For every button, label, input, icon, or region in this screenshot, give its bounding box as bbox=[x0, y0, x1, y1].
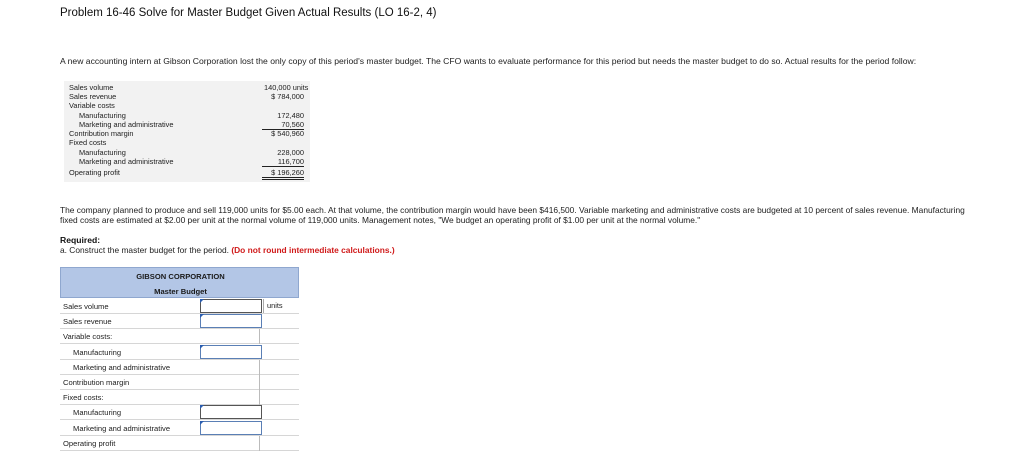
required-label: Required: bbox=[60, 235, 101, 245]
budget-row-label: Manufacturing bbox=[73, 408, 122, 418]
actual-row-value: 228,000 bbox=[277, 148, 304, 157]
budget-input[interactable] bbox=[200, 421, 262, 435]
actual-row-value: $ 540,960 bbox=[271, 129, 304, 138]
budget-row bbox=[60, 329, 299, 344]
budget-row-label: Operating profit bbox=[63, 438, 116, 448]
budget-row-label: Variable costs: bbox=[63, 332, 113, 342]
input-marker-icon bbox=[200, 314, 204, 318]
budget-row-label: Marketing and administrative bbox=[73, 423, 171, 433]
budget-row bbox=[60, 436, 299, 451]
actual-row-label: Variable costs bbox=[69, 101, 115, 110]
budget-row bbox=[60, 345, 299, 360]
column-divider bbox=[259, 329, 260, 344]
actual-row-label: Marketing and administrative bbox=[79, 157, 174, 166]
actual-results-table bbox=[64, 81, 310, 182]
unit-label: units bbox=[263, 299, 299, 313]
budget-row-label: Sales revenue bbox=[63, 317, 112, 327]
budget-row-label: Contribution margin bbox=[63, 378, 130, 387]
budget-row bbox=[60, 314, 299, 329]
part-a-text: a. Construct the master budget for the period. bbox=[60, 245, 229, 255]
budget-input[interactable] bbox=[200, 299, 262, 313]
actual-row-value: $ 784,000 bbox=[271, 92, 304, 101]
budget-heading: Master Budget bbox=[154, 287, 207, 296]
budget-row-label: Marketing and administrative bbox=[73, 362, 171, 372]
column-divider bbox=[259, 360, 260, 375]
actual-row-label: Manufacturing bbox=[79, 111, 126, 120]
budget-row bbox=[60, 360, 299, 375]
budget-row bbox=[60, 390, 299, 405]
page-title: Problem 16-46 Solve for Master Budget Given Actual Results (LO 16-2, 4) bbox=[60, 7, 437, 19]
part-a-instruction bbox=[60, 245, 395, 255]
column-divider bbox=[259, 390, 260, 405]
intro-text: A new accounting intern at Gibson Corporation lost the only copy of this period's master budget. The CFO wants to evaluate performance for this period but needs the master budget to do so. Actual results for the period follow: bbox=[60, 56, 917, 66]
actual-row-label: Sales volume bbox=[69, 83, 114, 92]
master-budget-header bbox=[60, 267, 299, 298]
actual-row-value: 140,000 units bbox=[264, 83, 309, 92]
actual-row-value: 172,480 bbox=[277, 111, 304, 120]
budget-row bbox=[60, 375, 299, 390]
budget-input[interactable] bbox=[200, 345, 262, 359]
part-a-note: (Do not round intermediate calculations.) bbox=[231, 245, 395, 255]
actual-row-value: 116,700 bbox=[262, 157, 304, 167]
budget-row-label: Fixed costs: bbox=[63, 393, 104, 403]
actual-row-label: Fixed costs bbox=[69, 138, 107, 147]
input-marker-icon bbox=[200, 345, 204, 349]
budget-row-label: Sales volume bbox=[63, 302, 109, 311]
input-marker-icon bbox=[200, 299, 204, 303]
actual-row-label: Marketing and administrative bbox=[79, 120, 174, 129]
budget-row-label: Manufacturing bbox=[73, 347, 122, 357]
budget-input[interactable] bbox=[200, 405, 262, 419]
actual-row-label: Contribution margin bbox=[69, 129, 134, 138]
company-name: GIBSON CORPORATION bbox=[136, 272, 225, 281]
actual-row-label: Manufacturing bbox=[79, 148, 126, 157]
actual-row-label: Sales revenue bbox=[69, 92, 117, 101]
budget-input[interactable] bbox=[200, 314, 262, 328]
column-divider bbox=[259, 436, 260, 451]
problem-paragraph: The company planned to produce and sell 119,000 units for $5.00 each. At that volume, the contribution margin would have been $416,500. Variable marketing and administrative costs are budgeted at 10 percent of sales revenue. Manufacturing fixed costs are estimated at $2.00 per unit at the normal volume of 119,000 units. Management notes, "We budget an operating profit of $1.00 per unit at the normal volume." bbox=[60, 205, 965, 226]
actual-row-value: 70,560 bbox=[262, 120, 304, 130]
input-marker-icon bbox=[200, 405, 204, 409]
column-divider bbox=[259, 375, 260, 390]
budget-row bbox=[60, 299, 299, 314]
input-marker-icon bbox=[200, 421, 204, 425]
budget-row bbox=[60, 405, 299, 420]
budget-row bbox=[60, 421, 299, 436]
actual-row-value: $ 196,260 bbox=[262, 168, 304, 180]
actual-row-label: Operating profit bbox=[69, 168, 120, 177]
